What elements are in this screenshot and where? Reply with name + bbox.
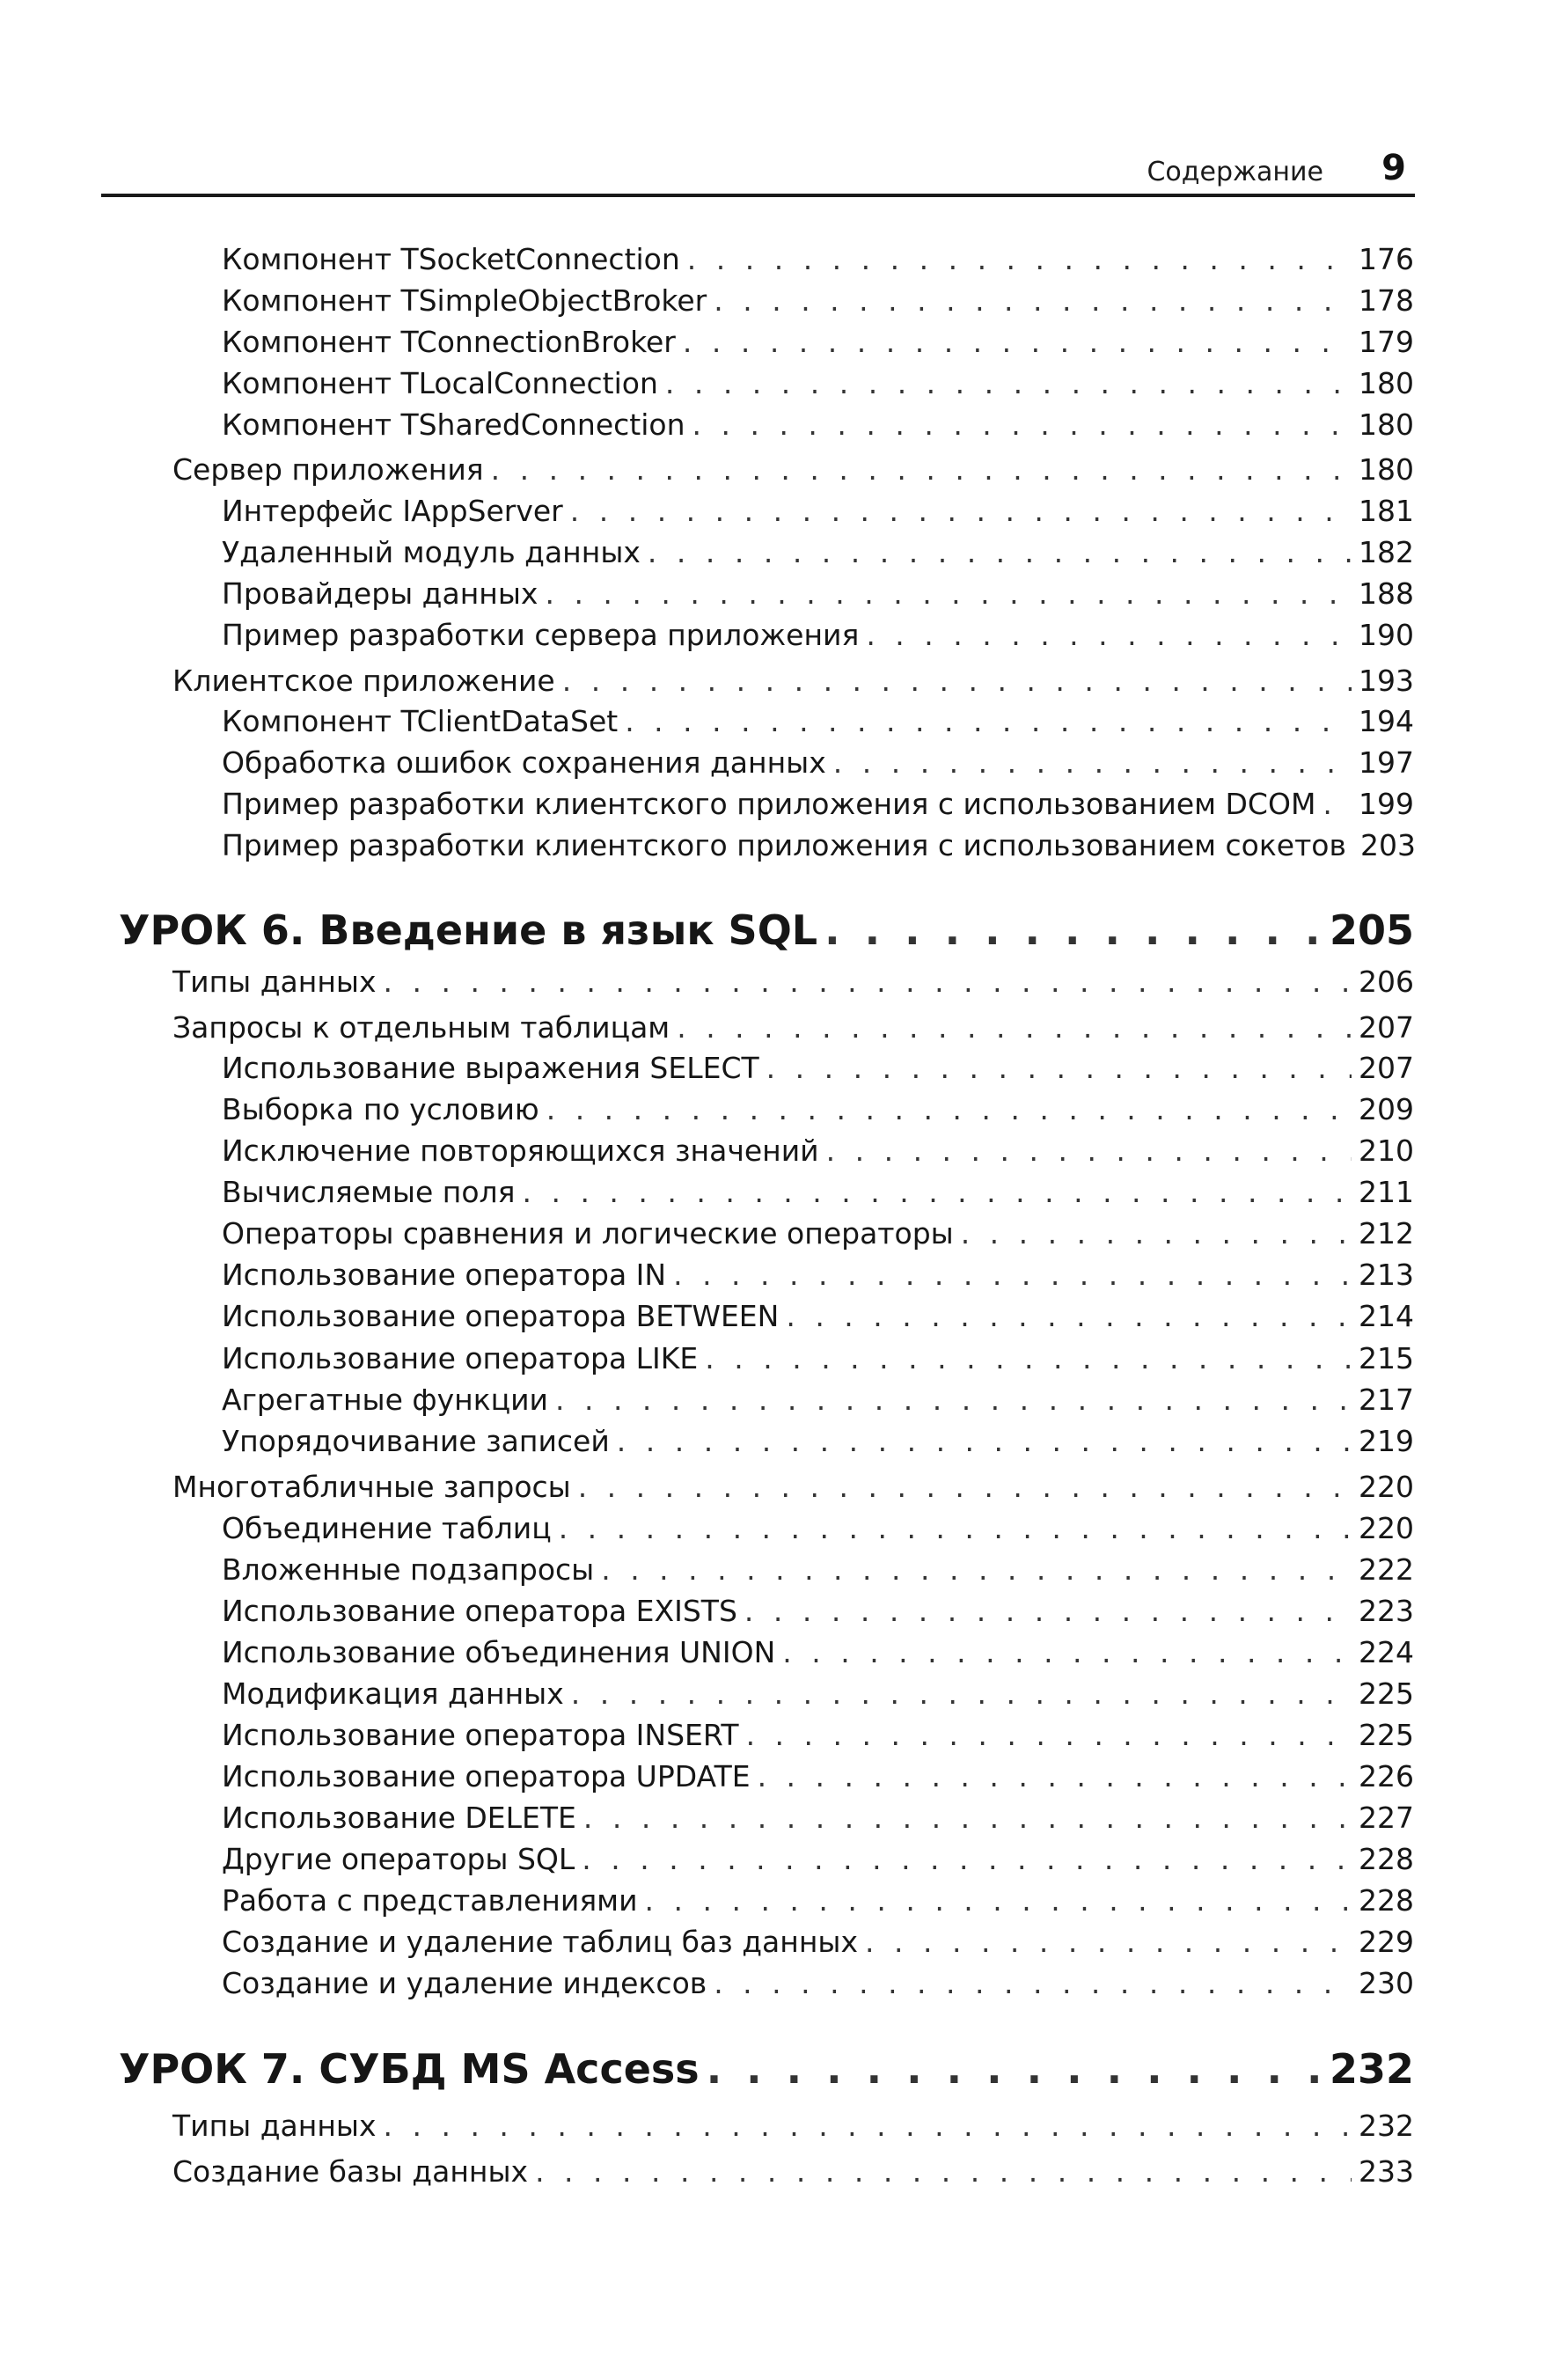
toc-entry-page: 217	[1359, 1383, 1414, 1417]
dot-leader	[677, 1010, 1352, 1045]
toc-entry-page: 224	[1359, 1635, 1414, 1669]
toc-subsection	[222, 494, 1414, 528]
dot-leader	[714, 283, 1352, 318]
dot-leader	[692, 407, 1352, 442]
toc-subsection	[222, 1925, 1414, 1959]
toc-entry-page: 209	[1359, 1092, 1414, 1126]
toc-entry-title: Пример разработки клиентского приложения с использованием сокетов	[222, 828, 1346, 862]
toc-subsection	[222, 1801, 1414, 1835]
toc-entry-title: Использование DELETE	[222, 1801, 576, 1835]
dot-leader	[384, 2109, 1352, 2143]
toc-entry-page: 207	[1359, 1010, 1414, 1045]
toc-subsection	[222, 1216, 1414, 1251]
toc-subsection	[222, 1966, 1414, 2000]
dot-leader	[865, 1925, 1352, 1959]
toc-subsection	[222, 1635, 1414, 1669]
toc-entry-page: 188	[1359, 576, 1414, 611]
toc-entry-title: Обработка ошибок сохранения данных	[222, 745, 826, 780]
toc-entry-page: 223	[1359, 1594, 1414, 1628]
toc-entry-page: 228	[1359, 1883, 1414, 1918]
toc-chapter	[119, 2045, 1414, 2093]
toc-subsection	[222, 1341, 1414, 1375]
toc-entry-page: 182	[1359, 535, 1414, 569]
toc-entry-page: 180	[1359, 366, 1414, 400]
dot-leader	[714, 1966, 1352, 2000]
toc-entry-title: Типы данных	[172, 2109, 377, 2143]
toc-subsection	[222, 1676, 1414, 1711]
toc-subsection	[222, 787, 1414, 821]
toc-entry-title: Удаленный модуль данных	[222, 535, 641, 569]
dot-leader	[866, 618, 1352, 652]
dot-leader	[384, 965, 1352, 999]
dot-leader	[559, 1511, 1352, 1545]
toc-entry-page: 176	[1359, 242, 1414, 276]
toc-section	[172, 965, 1414, 999]
toc-entry-title: Компонент TLocalConnection	[222, 366, 658, 400]
dot-leader	[546, 1092, 1352, 1126]
toc-subsection	[222, 618, 1414, 652]
header-section-title: Содержание	[1147, 157, 1323, 187]
dot-leader	[824, 906, 1323, 954]
toc-entry-title: Использование оператора IN	[222, 1258, 667, 1292]
toc-subsection	[222, 1594, 1414, 1628]
dot-leader	[648, 535, 1352, 569]
toc-entry-title: Создание и удаление таблиц баз данных	[222, 1925, 859, 1959]
toc-entry-title: Использование объединения UNION	[222, 1635, 776, 1669]
toc-entry-title: Вычисляемые поля	[222, 1175, 516, 1209]
toc-entry-title: Пример разработки клиентского приложения с использованием DCOM	[222, 787, 1316, 821]
toc-entry-title: Модификация данных	[222, 1676, 564, 1711]
toc-entry-page: 222	[1359, 1552, 1414, 1587]
toc-subsection	[222, 325, 1414, 359]
toc-entry-title: Создание и удаление индексов	[222, 1966, 707, 2000]
toc-subsection	[222, 1759, 1414, 1794]
toc-subsection	[222, 1092, 1414, 1126]
toc-section	[172, 2109, 1414, 2143]
dot-leader	[491, 452, 1352, 487]
toc-entry-page: 232	[1359, 2109, 1414, 2143]
header-page-number: 9	[1381, 148, 1406, 188]
toc-entry-title: Компонент TSocketConnection	[222, 242, 680, 276]
toc-entry-title: Провайдеры данных	[222, 576, 539, 611]
toc-entry-page: 211	[1359, 1175, 1414, 1209]
toc-entry-page: 225	[1359, 1718, 1414, 1752]
toc-entry-page: 213	[1359, 1258, 1414, 1292]
toc-entry-title: Запросы к отдельным таблицам	[172, 1010, 670, 1045]
toc-subsection	[222, 1842, 1414, 1876]
toc-entry-title: УРОК 7. СУБД MS Access	[119, 2045, 700, 2093]
toc-entry-title: Интерфейс IAppServer	[222, 494, 563, 528]
toc-entry-title: Вложенные подзапросы	[222, 1552, 595, 1587]
toc-subsection	[222, 535, 1414, 569]
dot-leader	[961, 1216, 1352, 1251]
dot-leader	[707, 2045, 1323, 2093]
toc-subsection	[222, 1175, 1414, 1209]
dot-leader	[1323, 787, 1352, 821]
toc-entry-title: Использование оператора INSERT	[222, 1718, 739, 1752]
toc-entry-page: 190	[1359, 618, 1414, 652]
dot-leader	[826, 1133, 1352, 1168]
dot-leader	[535, 2154, 1352, 2189]
toc-entry-title: Компонент TConnectionBroker	[222, 325, 676, 359]
toc-subsection	[222, 1383, 1414, 1417]
toc-entry-title: Компонент TClientDataSet	[222, 704, 619, 738]
toc-entry-page: 205	[1329, 906, 1414, 954]
toc-section	[172, 2154, 1414, 2189]
toc-entry-title: Операторы сравнения и логические операторы	[222, 1216, 954, 1251]
dot-leader	[683, 325, 1352, 359]
toc-subsection	[222, 745, 1414, 780]
dot-leader	[555, 1383, 1352, 1417]
dot-leader	[758, 1759, 1352, 1794]
dot-leader	[578, 1470, 1352, 1504]
toc-subsection	[222, 1051, 1414, 1085]
toc-entry-page: 215	[1359, 1341, 1414, 1375]
toc-entry-title: Использование выражения SELECT	[222, 1051, 759, 1085]
toc-subsection	[222, 1718, 1414, 1752]
dot-leader	[522, 1175, 1352, 1209]
toc-entry-page: 210	[1359, 1133, 1414, 1168]
toc-entry-title: Исключение повторяющихся значений	[222, 1133, 819, 1168]
toc-entry-page: 199	[1359, 787, 1414, 821]
toc-entry-title: Использование оператора LIKE	[222, 1341, 699, 1375]
toc-entry-page: 193	[1359, 664, 1414, 698]
dot-leader	[744, 1594, 1352, 1628]
toc-entry-page: 219	[1359, 1424, 1414, 1458]
toc-entry-title: УРОК 6. Введение в язык SQL	[119, 906, 818, 954]
toc-subsection	[222, 1133, 1414, 1168]
toc-entry-page: 197	[1359, 745, 1414, 780]
toc-entry-page: 232	[1329, 2045, 1414, 2093]
toc-subsection	[222, 366, 1414, 400]
dot-leader	[582, 1842, 1352, 1876]
dot-leader	[782, 1635, 1352, 1669]
dot-leader	[833, 745, 1352, 780]
toc-entry-page: 233	[1359, 2154, 1414, 2189]
dot-leader	[673, 1258, 1352, 1292]
toc-entry-title: Компонент TSimpleObjectBroker	[222, 283, 707, 318]
toc-entry-title: Использование оператора BETWEEN	[222, 1299, 780, 1333]
toc-entry-page: 230	[1359, 1966, 1414, 2000]
dot-leader	[570, 494, 1352, 528]
toc-section	[172, 1010, 1414, 1045]
toc-entry-title: Компонент TSharedConnection	[222, 407, 685, 442]
toc-subsection	[222, 283, 1414, 318]
toc-subsection	[222, 407, 1414, 442]
dot-leader	[571, 1676, 1352, 1711]
toc-subsection	[222, 704, 1414, 738]
toc-entry-title: Работа с представлениями	[222, 1883, 638, 1918]
dot-leader	[545, 576, 1352, 611]
toc-entry-title: Использование оператора EXISTS	[222, 1594, 737, 1628]
dot-leader	[617, 1424, 1352, 1458]
toc-entry-title: Типы данных	[172, 965, 377, 999]
toc-entry-page: 225	[1359, 1676, 1414, 1711]
toc-entry-page: 228	[1359, 1842, 1414, 1876]
toc-entry-title: Многотабличные запросы	[172, 1470, 571, 1504]
toc-section	[172, 1470, 1414, 1504]
dot-leader	[562, 664, 1352, 698]
toc-entry-page: 180	[1359, 407, 1414, 442]
toc-entry-page: 203	[1359, 828, 1416, 862]
toc-entry-title: Использование оператора UPDATE	[222, 1759, 751, 1794]
toc-subsection	[222, 1424, 1414, 1458]
toc-entry-page: 220	[1359, 1470, 1414, 1504]
toc-entry-page: 229	[1359, 1925, 1414, 1959]
dot-leader	[665, 366, 1352, 400]
toc-entry-title: Упорядочивание записей	[222, 1424, 610, 1458]
toc-subsection	[222, 1258, 1414, 1292]
toc-entry-title: Другие операторы SQL	[222, 1842, 575, 1876]
dot-leader	[705, 1341, 1352, 1375]
toc-entry-page: 207	[1359, 1051, 1414, 1085]
toc-entry-page: 220	[1359, 1511, 1414, 1545]
toc-entry-page: 180	[1359, 452, 1414, 487]
toc-entry-page: 181	[1359, 494, 1414, 528]
toc-entry-page: 179	[1359, 325, 1414, 359]
toc-entry-title: Объединение таблиц	[222, 1511, 552, 1545]
dot-leader	[786, 1299, 1352, 1333]
toc-entry-title: Создание базы данных	[172, 2154, 529, 2189]
toc-entry-page: 206	[1359, 965, 1414, 999]
toc-entry-page: 226	[1359, 1759, 1414, 1794]
toc-entry-title: Клиентское приложение	[172, 664, 555, 698]
dot-leader	[645, 1883, 1352, 1918]
toc-subsection	[222, 242, 1414, 276]
toc-subsection	[222, 1883, 1414, 1918]
toc-section	[172, 452, 1414, 487]
toc-entry-title: Выборка по условию	[222, 1092, 539, 1126]
dot-leader	[601, 1552, 1352, 1587]
dot-leader	[625, 704, 1352, 738]
toc-section	[172, 664, 1414, 698]
toc-entry-page: 214	[1359, 1299, 1414, 1333]
toc-subsection	[222, 1552, 1414, 1587]
toc-subsection	[222, 1511, 1414, 1545]
dot-leader	[746, 1718, 1352, 1752]
dot-leader	[687, 242, 1352, 276]
toc-entry-title: Сервер приложения	[172, 452, 484, 487]
dot-leader	[583, 1801, 1352, 1835]
toc-entry-page: 178	[1359, 283, 1414, 318]
toc-entry-title: Пример разработки сервера приложения	[222, 618, 860, 652]
dot-leader	[766, 1051, 1352, 1085]
toc-subsection	[222, 576, 1414, 611]
toc-subsection	[222, 828, 1414, 862]
toc-entry-page: 194	[1359, 704, 1414, 738]
toc-chapter	[119, 906, 1414, 954]
toc-subsection	[222, 1299, 1414, 1333]
toc-entry-title: Агрегатные функции	[222, 1383, 548, 1417]
toc-entry-page: 227	[1359, 1801, 1414, 1835]
toc-entry-page: 212	[1359, 1216, 1414, 1251]
